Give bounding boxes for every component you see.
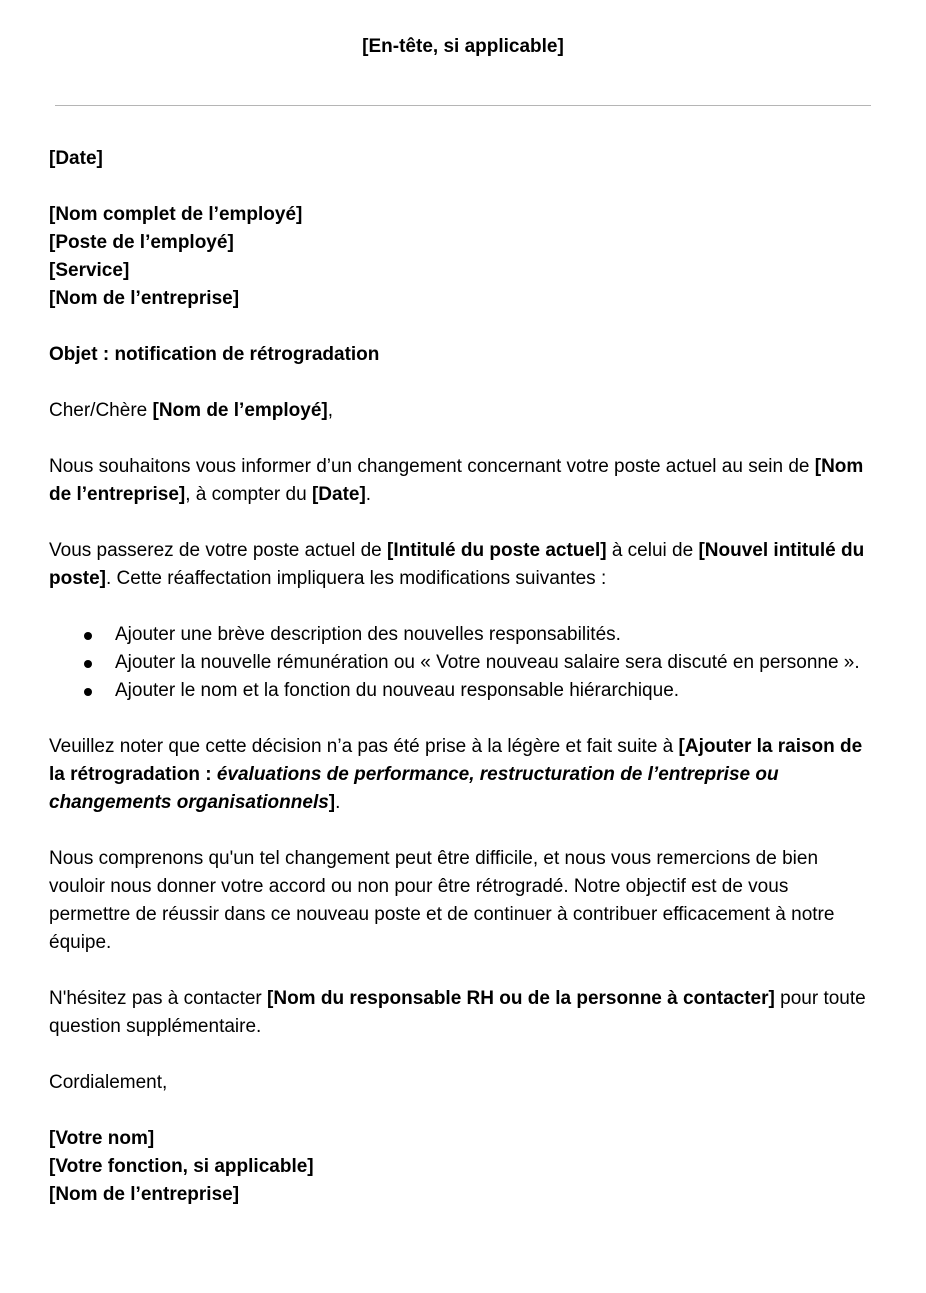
paragraph-reason bbox=[49, 733, 869, 817]
subject-line bbox=[49, 341, 869, 369]
greeting-pre: Cher/Chère bbox=[49, 400, 153, 421]
p3-text-1: Veuillez noter que cette décision n’a pas été prise à la légère et fait suite à bbox=[49, 736, 679, 757]
list-item bbox=[115, 621, 869, 649]
p2-current-title-placeholder: [Intitulé du poste actuel] bbox=[387, 540, 607, 561]
paragraph-change-notice bbox=[49, 453, 869, 509]
p5-text-2: pour toute question supplémentaire. bbox=[49, 988, 866, 1037]
recipient-position: [Poste de l’employé] bbox=[49, 232, 234, 253]
list-item bbox=[115, 677, 869, 705]
date-line bbox=[49, 145, 869, 173]
p1-date-placeholder: [Date] bbox=[311, 484, 366, 505]
p3-text-2: . bbox=[335, 792, 341, 813]
greeting bbox=[49, 397, 869, 425]
p1-text-1: Nous souhaitons vous informer d’un changement concernant votre poste actuel au sein de bbox=[49, 456, 815, 477]
signature-title: [Votre fonction, si applicable] bbox=[49, 1156, 314, 1177]
header-divider bbox=[55, 105, 871, 106]
recipient-name: [Nom complet de l’employé] bbox=[49, 204, 303, 225]
letter-body bbox=[49, 145, 869, 1237]
letterhead: [En-tête, si applicable] bbox=[362, 36, 564, 57]
bullet-icon bbox=[84, 688, 92, 696]
signature-name: [Votre nom] bbox=[49, 1128, 155, 1149]
subject-text: Objet : notification de rétrogradation bbox=[49, 344, 380, 365]
recipient-department: [Service] bbox=[49, 260, 130, 281]
p1-text-2: , à compter du bbox=[185, 484, 312, 505]
list-item-text: Ajouter le nom et la fonction du nouveau responsable hiérarchique. bbox=[115, 680, 680, 701]
paragraph-understanding: Nous comprenons qu'un tel changement peut être difficile, et nous vous remercions de bien vouloir nous donner votre accord ou non pour être rétrogradé. Notre objectif est de vous permettre de réussir dans ce nouveau poste et de continuer à contribuer efficacement à notre équipe. bbox=[49, 848, 835, 953]
list-item bbox=[115, 649, 869, 677]
recipient-block bbox=[49, 201, 869, 313]
list-item-text: Ajouter une brève description des nouvelles responsabilités. bbox=[115, 624, 621, 645]
changes-list bbox=[49, 621, 869, 705]
p2-text-2: à celui de bbox=[606, 540, 699, 561]
p1-text-3: . bbox=[365, 484, 372, 505]
signature-block bbox=[49, 1125, 869, 1209]
closing: Cordialement, bbox=[49, 1072, 168, 1093]
bullet-icon bbox=[84, 632, 92, 640]
p5-contact-placeholder: [Nom du responsable RH ou de la personne à contacter] bbox=[267, 988, 775, 1009]
p2-new-title-placeholder: [Nouvel intitulé du poste] bbox=[49, 540, 865, 589]
signature-company: [Nom de l’entreprise] bbox=[49, 1184, 240, 1205]
p5-text-1: N'hésitez pas à contacter bbox=[49, 988, 268, 1009]
paragraph-contact bbox=[49, 985, 869, 1041]
p3-reason-examples: évaluations de performance, restructuration de l’entreprise ou changements organisationnels bbox=[49, 764, 779, 813]
p3-reason-placeholder-start: [Ajouter la raison de la rétrogradation : bbox=[49, 736, 863, 785]
p2-text-1: Vous passerez de votre poste actuel de bbox=[49, 540, 387, 561]
p2-text-3: . Cette réaffectation impliquera les modifications suivantes : bbox=[106, 568, 607, 589]
greeting-post: , bbox=[327, 400, 334, 421]
paragraph-reassignment bbox=[49, 537, 869, 593]
p1-company-placeholder: [Nom de l’entreprise] bbox=[49, 456, 864, 505]
list-item-text: Ajouter la nouvelle rémunération ou « Votre nouveau salaire sera discuté en personne ». bbox=[115, 652, 860, 673]
date-placeholder: [Date] bbox=[49, 148, 103, 169]
p3-reason-placeholder-end: ] bbox=[328, 792, 336, 813]
recipient-company: [Nom de l’entreprise] bbox=[49, 288, 240, 309]
greeting-name: [Nom de l’employé] bbox=[152, 400, 328, 421]
bullet-icon bbox=[84, 660, 92, 668]
